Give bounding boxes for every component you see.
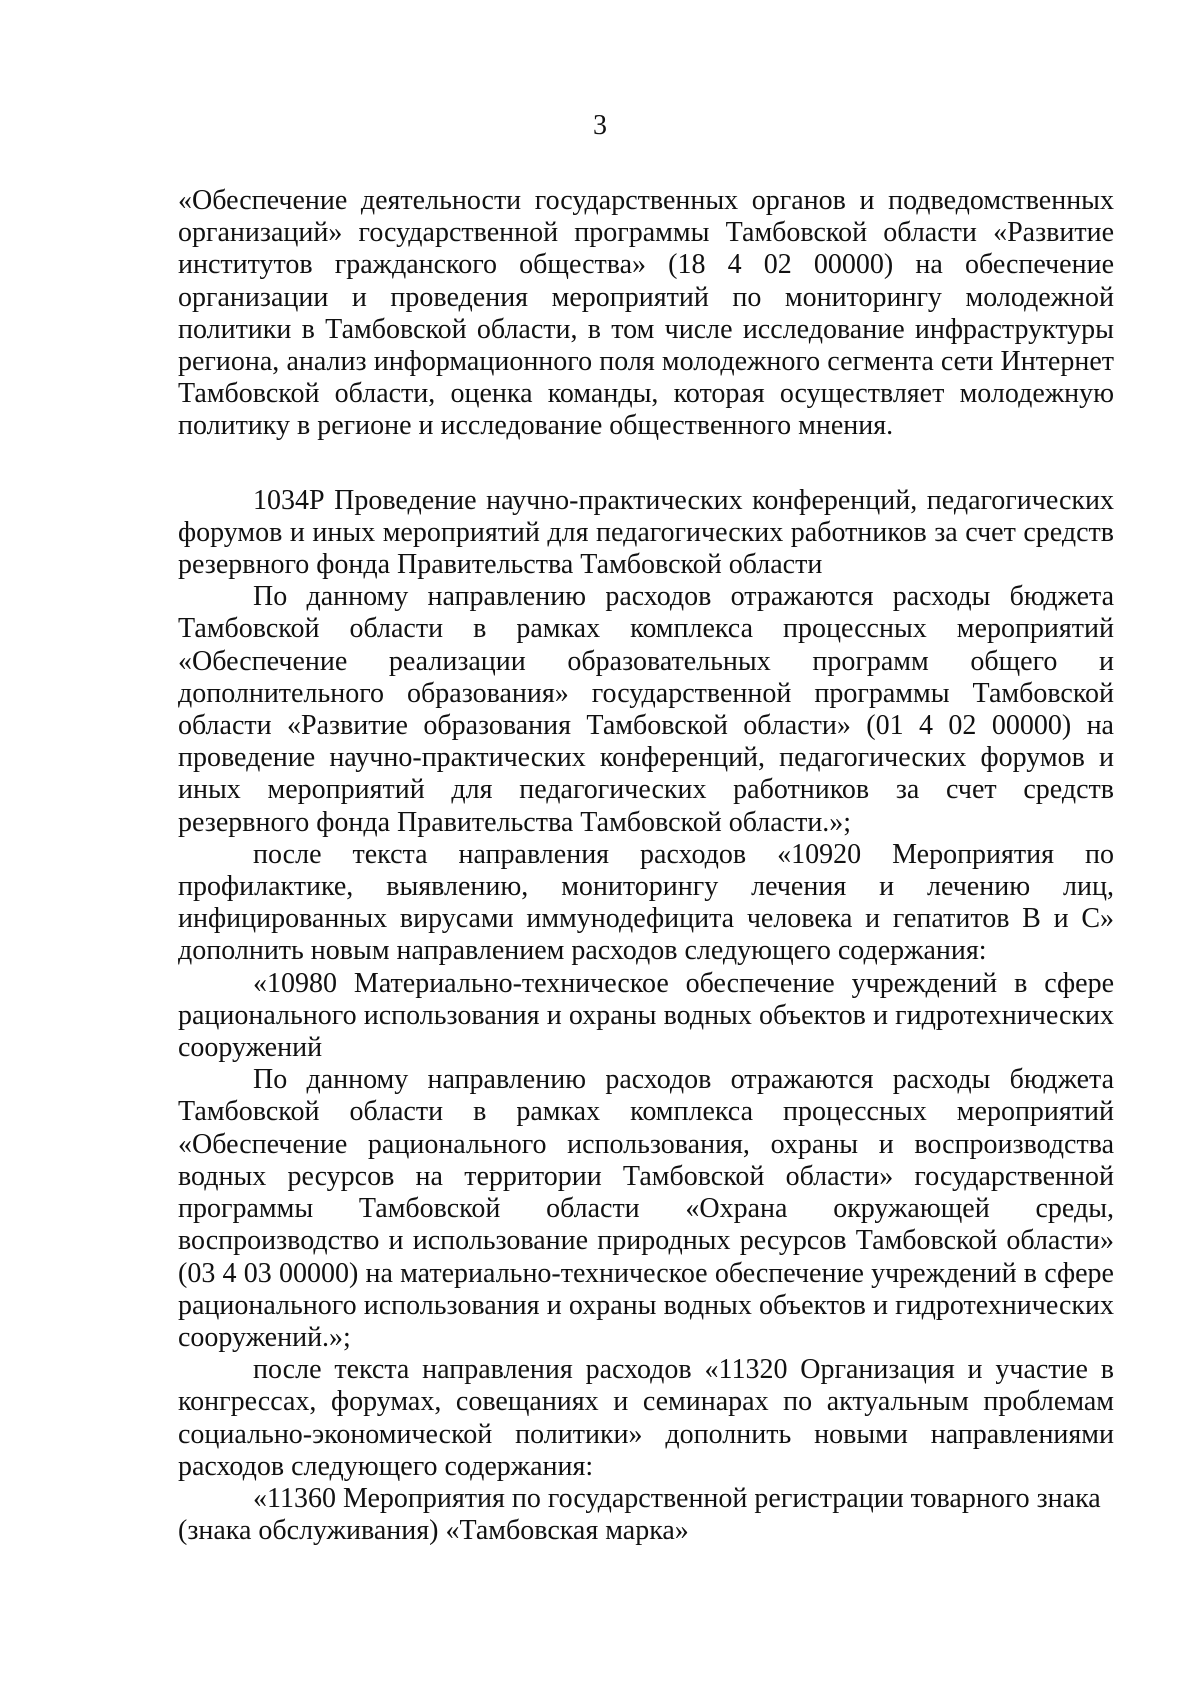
page-number: 3 — [593, 110, 607, 141]
paragraph-continuation: «Обеспечение деятельности государственных органов и подведомственных организаций» государственной программы Тамбовской области «Развитие институтов гражданского общества» (18 4 02 00000) на обеспечение организации и проведения мероприятий по мониторингу молодежной политики в Тамбовской области, в том числе исследование инфраструктуры региона, анализ информационного поля молодежного сегмента сети Интернет Тамбовской области, оценка команды, которая осуществляет молодежную политику в регионе и исследование общественного мнения. — [178, 185, 1114, 442]
paragraph-10980-description: По данному направлению расходов отражаются расходы бюджета Тамбовской области в рамках комплекса процессных мероприятий «Обеспечение рационального использования, охраны и воспроизводства водных ресурсов на территории Тамбовской области» государственной программы Тамбовской области «Охрана окружающей среды, воспроизводство и использование природных ресурсов Тамбовской области» (03 4 03 00000) на материально-техническое обеспечение учреждений в сфере рационального использования и охраны водных объектов и гидротехнических сооружений.»; — [178, 1064, 1114, 1353]
document-body — [178, 185, 1114, 1547]
paragraph-gap — [178, 443, 1114, 485]
paragraph-after-10920: после текста направления расходов «10920 Мероприятия по профилактике, выявлению, мониторингу лечения и лечению лиц, инфицированных вирусами иммунодефицита человека и гепатитов В и С» дополнить новым направлением расходов следующего содержания: — [178, 838, 1114, 967]
paragraph-heading-11360: «11360 Мероприятия по государственной регистрации товарного знака (знака обслуживания) «Тамбовская марка» — [178, 1482, 1101, 1547]
paragraph-after-11320: после текста направления расходов «11320 Организация и участие в конгрессах, форумах, совещаниях и семинарах по актуальным проблемам социально-экономической политики» дополнить новыми направлениями расходов следующего содержания: — [178, 1354, 1114, 1482]
paragraph-1034r-description: По данному направлению расходов отражаются расходы бюджета Тамбовской области в рамках комплекса процессных мероприятий «Обеспечение реализации образовательных программ общего и дополнительного образования» государственной программы Тамбовской области «Развитие образования Тамбовской области» (01 4 02 00000) на проведение научно-практических конференций, педагогических форумов и иных мероприятий для педагогических работников за счет средств резервного фонда Правительства Тамбовской области.»; — [178, 581, 1114, 838]
paragraph-heading-10980: «10980 Материально-техническое обеспечение учреждений в сфере рационального использования и охраны водных объектов и гидротехнических сооружений — [178, 967, 1114, 1064]
paragraph-heading-1034r: 1034Р Проведение научно-практических конференций, педагогических форумов и иных мероприятий для педагогических работников за счет средств резервного фонда Правительства Тамбовской области — [178, 484, 1114, 581]
